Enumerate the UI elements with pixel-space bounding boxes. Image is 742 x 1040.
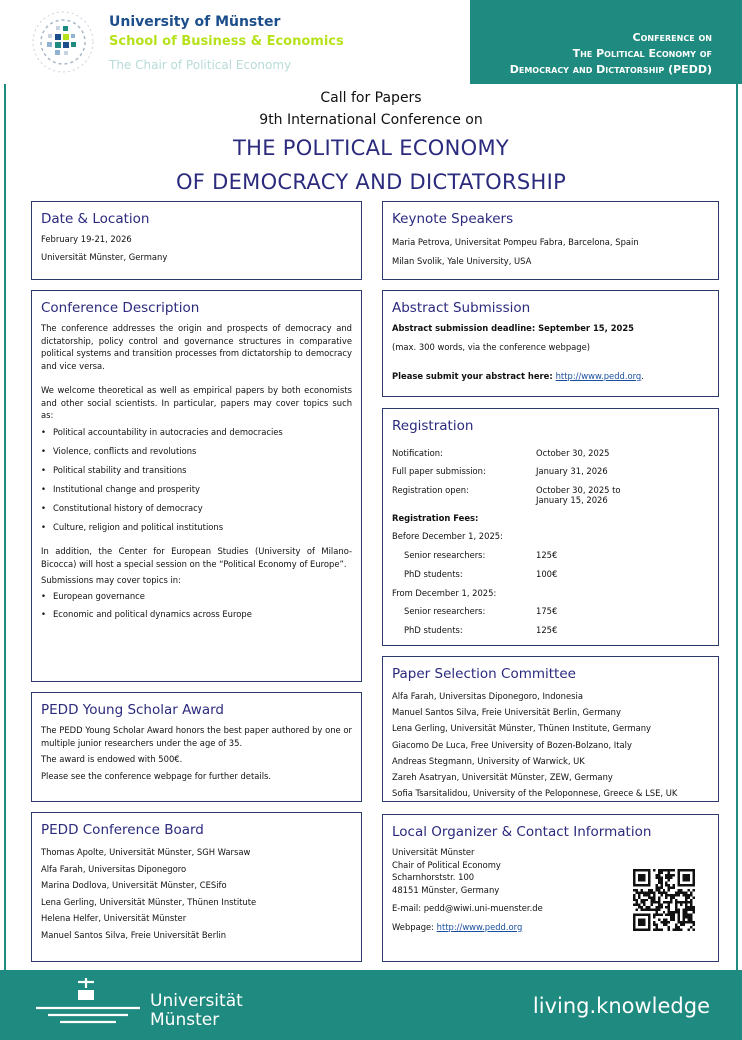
date-location-box (31, 201, 362, 280)
university-logo-icon (28, 6, 98, 78)
award-para: The award is endowed with 500€. (41, 754, 183, 764)
abstract-deadline: Abstract submission deadline: September 15, 2025 (392, 323, 635, 333)
university-name: University of Münster (109, 14, 281, 30)
chair-name: The Chair of Political Economy (109, 58, 292, 72)
committee-member: Sofia Tsarsitalidou, University of the Peloponnese, Greece & LSE, UK (392, 788, 678, 799)
description-para: The conference addresses the origin and prospects of democracy and dictatorship, policy control and governance structures in comparative political systems and transition processes from dictatorship to democracy and vice versa. (41, 323, 352, 371)
abstract-url-link[interactable]: http://www.pedd.org (555, 371, 642, 381)
registration-date-value: October 30, 2025 (536, 448, 610, 458)
fee-value: 125€ (536, 625, 558, 635)
keynote-list (392, 233, 709, 271)
conference-title-header (510, 30, 712, 78)
contact-address-line: 48151 Münster, Germany (392, 884, 500, 895)
qr-code-icon[interactable] (633, 869, 695, 931)
description-para: Submissions may cover topics in: (41, 575, 181, 585)
conf-title-line: Democracy and Dictatorship (PEDD) (509, 63, 712, 76)
fee-value: 125€ (536, 550, 558, 560)
award-para: The PEDD Young Scholar Award honors the best paper authored by one or multiple junior researchers under the age of 35. (41, 725, 352, 748)
before-label: Before December 1, 2025: (392, 531, 503, 541)
from-label: From December 1, 2025: (392, 588, 497, 598)
abstract-box (382, 290, 719, 397)
topic-item: • Political stability and transitions (41, 464, 352, 477)
board-member: Alfa Farah, Universitas Diponegoro (41, 863, 187, 874)
topics-list (41, 590, 352, 621)
committee-member: Giacomo De Luca, Free University of Bozen-Bolzano, Italy (392, 739, 632, 750)
abstract-submit-label: Please submit your abstract here: (392, 371, 556, 381)
registration-date-value: January 31, 2026 (536, 466, 608, 476)
committee-member: Manuel Santos Silva, Freie Universität Berlin, Germany (392, 707, 621, 718)
description-para: We welcome theoretical as well as empirical papers by both economists and other social scientists. In particular, papers may cover topics such as: (41, 385, 352, 420)
footer-university-name (150, 992, 243, 1030)
contact-address-line: Chair of Political Economy (392, 859, 501, 870)
topic-item: • Economic and political dynamics across Europe (41, 608, 352, 621)
abstract-heading: Abstract Submission (392, 300, 531, 316)
page-title-line-1: THE POLITICAL ECONOMY (232, 136, 510, 160)
registration-fees-label: Registration Fees: (392, 513, 479, 523)
committee-box (382, 656, 719, 802)
contact-address-line: Scharnhorststr. 100 (392, 872, 475, 882)
topics-list (41, 426, 352, 534)
registration-date-label: Notification: (392, 448, 443, 458)
contact-address-line: Universität Münster (392, 847, 475, 857)
contact-web-link[interactable]: http://www.pedd.org (436, 921, 523, 932)
topic-item: • Violence, conflicts and revolutions (41, 445, 352, 458)
keynote-speaker: Milan Svolik, Yale University, USA (392, 256, 532, 266)
conf-title-line: Conference on (632, 31, 712, 44)
board-heading: PEDD Conference Board (41, 822, 204, 838)
contact-web-label: Webpage: (392, 921, 437, 932)
keynote-speaker: Maria Petrova, Universitat Pompeu Fabra, Barcelona, Spain (392, 237, 639, 247)
conf-title-line: The Political Economy of (572, 47, 712, 60)
registration-date-value: October 30, 2025 to (536, 485, 621, 495)
award-para: Please see the conference webpage for further details. (41, 770, 272, 781)
committee-member: Andreas Stegmann, University of Warwick, UK (392, 755, 585, 766)
event-place: Universität Münster, Germany (41, 251, 168, 262)
topic-item: • Institutional change and prosperity (41, 483, 352, 496)
registration-box (382, 408, 719, 646)
keynote-box (382, 201, 719, 280)
committee-member: Alfa Farah, Universitas Diponegoro, Indonesia (392, 691, 583, 701)
university-footer-logo-icon (34, 978, 142, 1028)
committee-list (392, 688, 709, 801)
contact-heading: Local Organizer & Contact Information (392, 824, 652, 840)
board-member: Marina Dodlova, Universität Münster, CESifo (41, 880, 227, 890)
abstract-limit: (max. 300 words, via the conference webpage) (392, 341, 591, 352)
registration-date-label: Full paper submission: (392, 466, 486, 476)
registration-open-end: January 15, 2026 (536, 495, 608, 505)
fee-label: PhD students: (404, 625, 463, 635)
committee-heading: Paper Selection Committee (392, 666, 576, 682)
event-date: February 19-21, 2026 (41, 234, 132, 244)
abstract-url-end: . (641, 371, 644, 381)
fee-label: Senior researchers: (404, 606, 486, 616)
topic-item: • Culture, religion and political institutions (41, 521, 352, 534)
footer-uni-line: Münster (150, 1010, 220, 1030)
abstract-submit-line (392, 370, 709, 383)
date-location-heading: Date & Location (41, 211, 150, 227)
header (0, 0, 742, 84)
school-name: School of Business & Economics (109, 34, 344, 49)
fee-value: 100€ (536, 569, 558, 579)
page-title-line-2: OF DEMOCRACY AND DICTATORSHIP (175, 170, 567, 194)
call-for-papers: Call for Papers (320, 90, 422, 106)
topic-item: • Political accountability in autocracies and democracies (41, 426, 352, 439)
committee-member: Zareh Asatryan, Universität Münster, ZEW, Germany (392, 772, 613, 783)
topic-item: • Constitutional history of democracy (41, 502, 352, 515)
fee-label: PhD students: (404, 569, 463, 579)
fee-value: 175€ (536, 606, 558, 616)
committee-member: Lena Gerling, Universität Münster, Thünen Institute, Germany (392, 723, 651, 734)
description-heading: Conference Description (41, 300, 200, 316)
footer-slogan: living.knowledge (532, 994, 710, 1018)
board-box (31, 812, 362, 962)
board-member: Manuel Santos Silva, Freie Universität Berlin (41, 929, 227, 940)
award-box (31, 692, 362, 802)
fee-label: Senior researchers: (404, 550, 486, 560)
keynote-heading: Keynote Speakers (392, 211, 514, 227)
registration-date-label: Registration open: (392, 485, 469, 495)
contact-email: E-mail: pedd@wiwi.uni-muenster.de (392, 903, 543, 913)
footer (0, 970, 742, 1040)
description-para: In addition, the Center for European Studies (University of Milano-Bicocca) will host a special session on the “Political Economy of Europe”. (41, 546, 352, 569)
award-heading: PEDD Young Scholar Award (41, 702, 224, 718)
conference-edition: 9th International Conference on (259, 112, 483, 128)
description-box (31, 290, 362, 682)
board-member: Lena Gerling, Universität Münster, Thünen Institute (41, 896, 257, 907)
registration-heading: Registration (392, 418, 474, 434)
board-member: Thomas Apolte, Universität Münster, SGH Warsaw (41, 847, 251, 857)
footer-uni-line: Universität (150, 991, 243, 1011)
board-member: Helena Helfer, Universität Münster (41, 913, 187, 923)
board-list (41, 844, 352, 943)
topic-item: • European governance (41, 590, 352, 603)
